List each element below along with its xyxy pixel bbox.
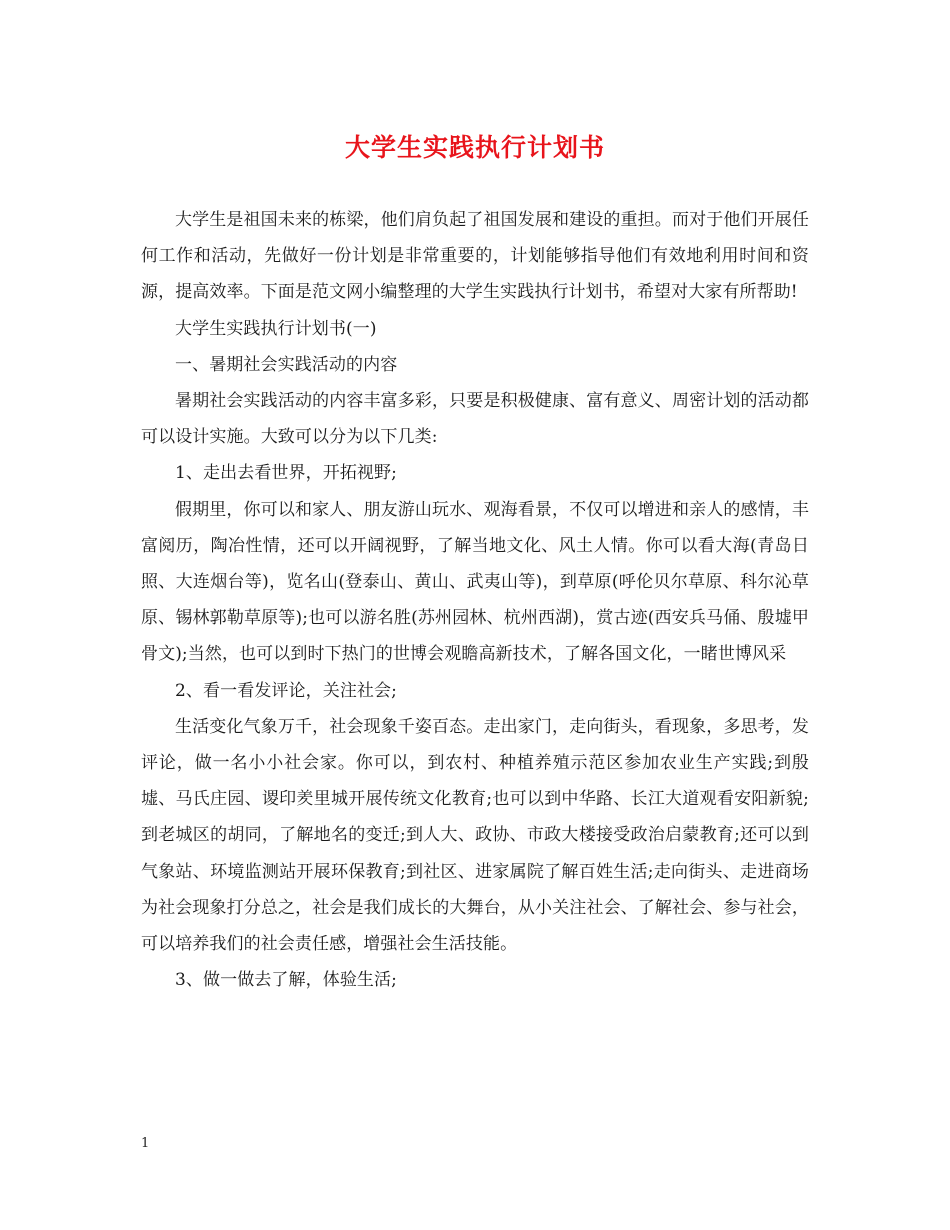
paragraph-item-1-body: 假期里，你可以和家人、朋友游山玩水、观海看景，不仅可以增进和亲人的感情，丰富阅历，陶冶性情，还可以开阔视野，了解当地文化、风土人情。你可以看大海(青岛日照、大连烟台等)，览名山(登泰山、黄山、武夷山等)，到草原(呼伦贝尔草原、科尔沁草原、锡林郭勒草原等);也可以游名胜(苏州园林、杭州西湖)，赏古迹(西安兵马俑、殷墟甲骨文);当然，也可以到时下热门的世博会观瞻高新技术，了解各国文化，一睹世博风采 [141, 499, 809, 665]
document-title: 大学生实践执行计划书 [344, 133, 605, 162]
paragraph-item-1-heading: 1、走出去看世界，开拓视野; [175, 463, 397, 484]
document-body [141, 202, 809, 998]
paragraph-content-overview: 暑期社会实践活动的内容丰富多彩，只要是积极健康、富有意义、周密计划的活动都可以设计实施。大致可以分为以下几类: [141, 391, 809, 448]
paragraph-heading-content: 一、暑期社会实践活动的内容 [175, 354, 398, 375]
paragraph-item-2-body: 生活变化气象万千，社会现象千姿百态。走出家门，走向街头，看现象，多思考，发评论，做一名小小社会家。你可以，到农村、种植养殖示范区参加农业生产实践;到殷墟、马氏庄园、谡印羑里城开展传统文化教育;也可以到中华路、长江大道观看安阳新貌;到老城区的胡同，了解地名的变迁;到人大、政协、市政大楼接受政治启蒙教育;还可以到气象站、环境监测站开展环保教育;到社区、进家属院了解百姓生活;走向街头、走进商场为社会现象打分总之，社会是我们成长的大舞台，从小关注社会、了解社会、参与社会，可以培养我们的社会责任感，增强社会生活技能。 [141, 716, 809, 955]
paragraph-section-title: 大学生实践执行计划书(一) [175, 318, 377, 339]
paragraph-item-3-heading: 3、做一做去了解，体验生活; [175, 970, 397, 991]
paragraph-item-2-heading: 2、看一看发评论，关注社会; [175, 680, 397, 701]
page-number: 1 [141, 1136, 150, 1151]
paragraph-intro: 大学生是祖国未来的栋梁，他们肩负起了祖国发展和建设的重担。而对于他们开展任何工作和活动，先做好一份计划是非常重要的，计划能够指导他们有效地利用时间和资源，提高效率。下面是范文网小编整理的大学生实践执行计划书，希望对大家有所帮助! [141, 210, 809, 303]
